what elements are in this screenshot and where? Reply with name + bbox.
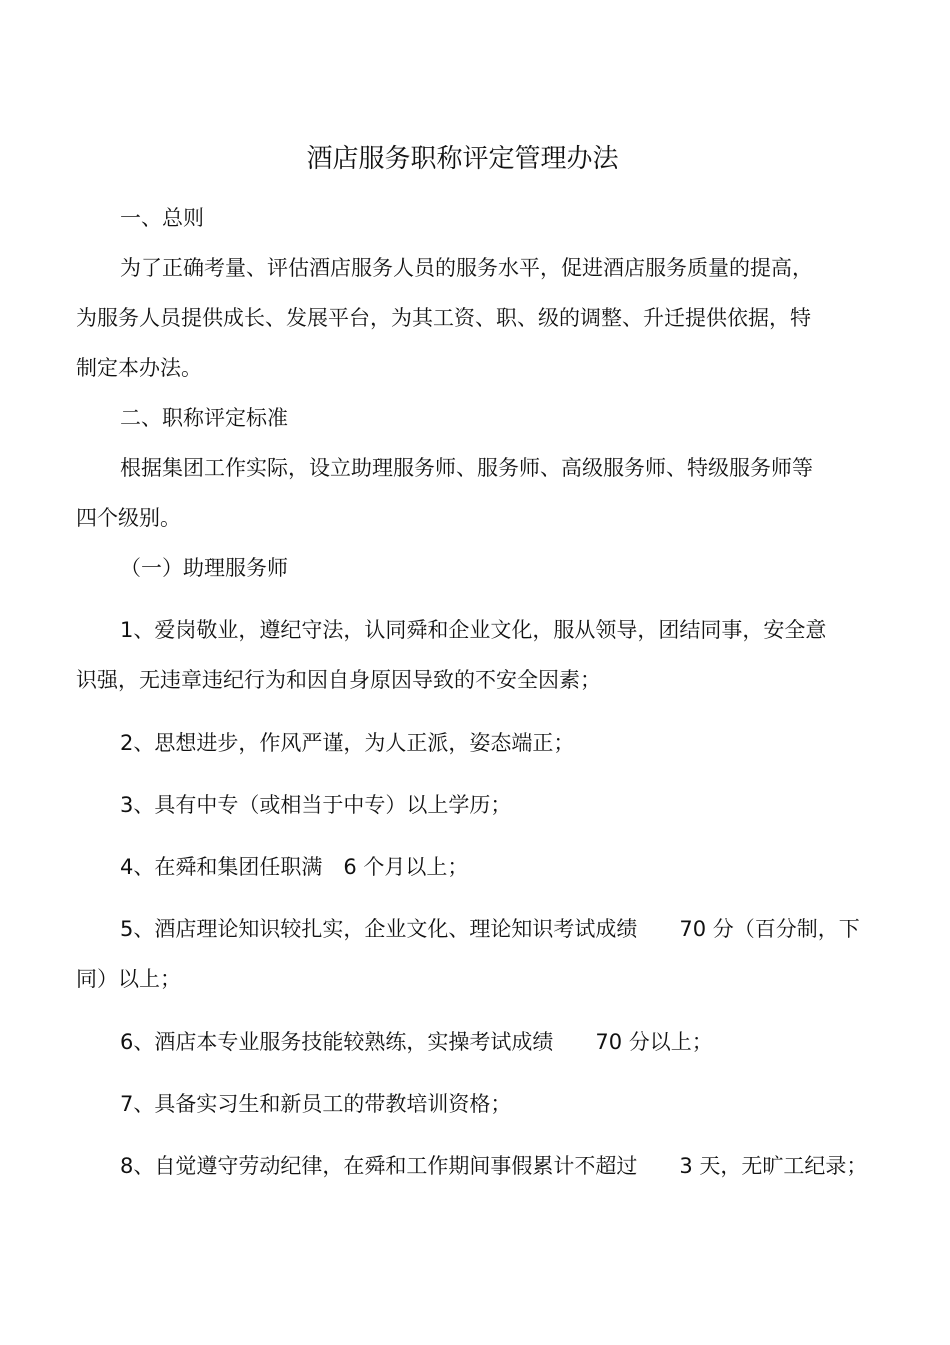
list-item-continuation: 识强，无违章违纪行为和因自身原因导致的不安全因素； xyxy=(76,668,601,692)
section-heading-criteria: 二、职称评定标准 xyxy=(120,406,288,430)
section-heading-general: 一、总则 xyxy=(120,206,204,230)
list-item: 4、在舜和集团任职满 6 个月以上； xyxy=(120,855,469,879)
list-item: 3、具有中专（或相当于中专）以上学历； xyxy=(120,793,512,817)
list-item: 2、思想进步，作风严谨，为人正派，姿态端正； xyxy=(120,731,575,755)
paragraph-line: 为服务人员提供成长、发展平台，为其工资、职、级的调整、升迁提供依据，特 xyxy=(76,306,811,330)
list-item: 1、爱岗敬业，遵纪守法，认同舜和企业文化，服从领导，团结同事，安全意 xyxy=(120,618,827,642)
document-title: 酒店服务职称评定管理办法 xyxy=(306,144,619,174)
subsection-heading-assistant: （一）助理服务师 xyxy=(120,556,288,580)
paragraph-line: 为了正确考量、评估酒店服务人员的服务水平，促进酒店服务质量的提高， xyxy=(120,256,813,280)
paragraph-line: 四个级别。 xyxy=(76,506,181,530)
list-item: 7、具备实习生和新员工的带教培训资格； xyxy=(120,1092,512,1116)
list-item-continuation: 同）以上； xyxy=(76,967,181,991)
paragraph-line: 根据集团工作实际，设立助理服务师、服务师、高级服务师、特级服务师等 xyxy=(120,456,813,480)
list-item: 5、酒店理论知识较扎实，企业文化、理论知识考试成绩 70 分（百分制，下 xyxy=(120,917,860,941)
list-item: 8、自觉遵守劳动纪律，在舜和工作期间事假累计不超过 3 天，无旷工纪录； xyxy=(120,1154,868,1178)
list-item: 6、酒店本专业服务技能较熟练，实操考试成绩 70 分以上； xyxy=(120,1030,713,1054)
paragraph-line: 制定本办法。 xyxy=(76,356,202,380)
